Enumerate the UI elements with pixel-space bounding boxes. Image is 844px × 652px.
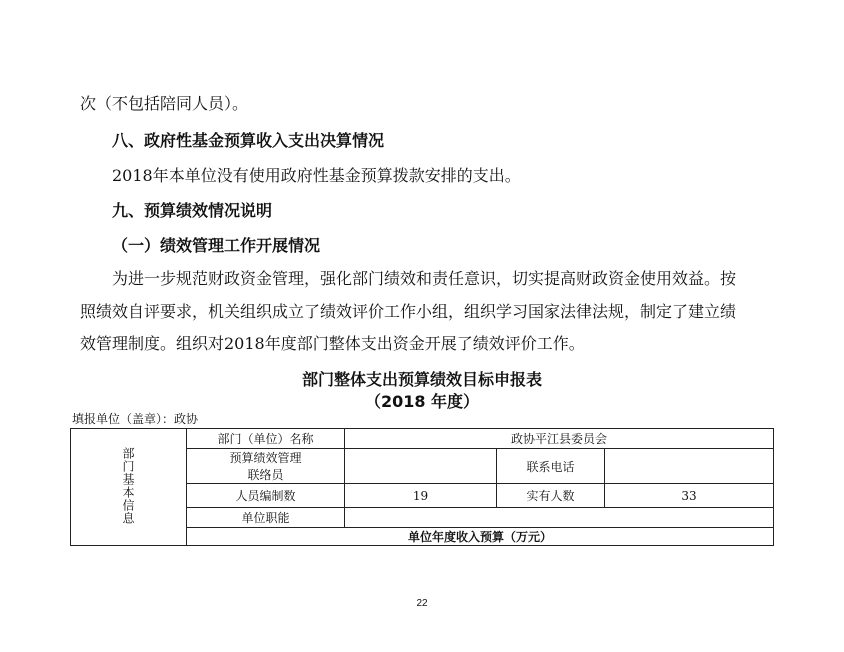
staff-quota-value: 19: [345, 484, 497, 508]
paragraph-line: 为进一步规范财政资金管理，强化部门绩效和责任意识，切实提高财政资金使用效益。按: [112, 269, 737, 288]
function-value: [345, 508, 774, 528]
section-label: 部门基本信息: [121, 446, 135, 525]
budget-row-heading: 单位年度收入预算（万元）: [187, 528, 774, 546]
staff-quota-label: 人员编制数: [187, 484, 345, 508]
contact-person-label: [187, 449, 345, 484]
function-label: 单位职能: [187, 508, 345, 528]
table-year: （2018 年度）: [364, 392, 480, 411]
contact-label-line1: 预算绩效管理: [229, 451, 302, 465]
contact-label-line2: 联络员: [247, 468, 284, 482]
phone-label: 联系电话: [497, 449, 605, 484]
paragraph-line: 2018年本单位没有使用政府性基金预算拨款安排的支出。: [112, 166, 521, 185]
paragraph-line: 次（不包括陪同人员）。: [80, 94, 249, 113]
actual-staff-value: 33: [605, 484, 774, 508]
paragraph-line: 效管理制度。组织对2018年度部门整体支出资金开展了绩效评价工作。: [80, 334, 585, 353]
page-number: 22: [416, 598, 428, 609]
phone-value: [605, 449, 774, 484]
subsection-heading: （一）绩效管理工作开展情况: [112, 236, 321, 255]
contact-person-value: [345, 449, 497, 484]
table-row: [71, 429, 774, 449]
paragraph-line: 照绩效自评要求，机关组织成立了绩效评价工作小组，组织学习国家法律法规，制定了建立绩: [80, 302, 737, 321]
performance-form-table: [70, 428, 774, 546]
section-label-cell: [71, 429, 187, 546]
filler-unit: 填报单位（盖章）：政协: [72, 412, 199, 426]
dept-name-label: 部门（单位）名称: [187, 429, 345, 449]
section-heading-8: 八、政府性基金预算收入支出决算情况: [112, 131, 385, 150]
section-heading-9: 九、预算绩效情况说明: [112, 201, 273, 220]
dept-name-value: 政协平江县委员会: [345, 429, 774, 449]
actual-staff-label: 实有人数: [497, 484, 605, 508]
table-title: 部门整体支出预算绩效目标申报表: [301, 370, 542, 389]
